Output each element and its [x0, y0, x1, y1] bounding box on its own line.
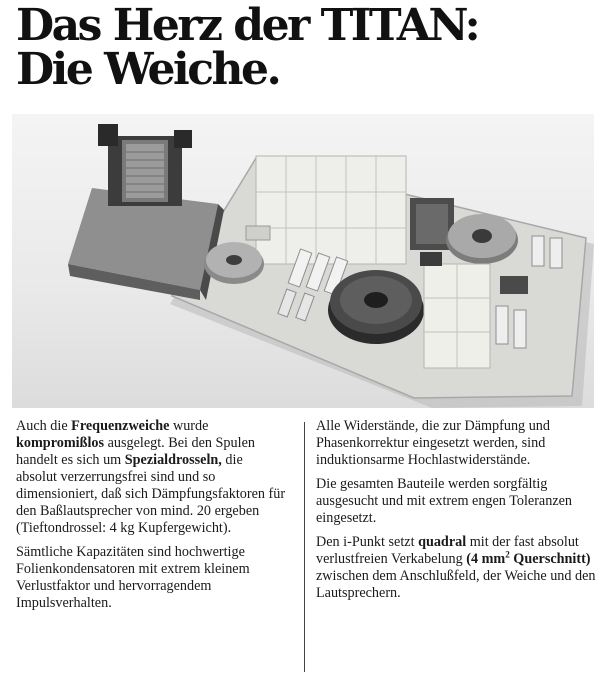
crossover-photo — [12, 114, 594, 408]
transformer-shape — [68, 124, 224, 300]
left-column — [16, 418, 286, 619]
capacitor-block-lower — [424, 264, 490, 368]
right-paragraph-1: Alle Widerstände, die zur Dämpfung und Phasenkorrektur eingesetzt werden, sind induktionsarme Hochlastwiderstände. — [316, 418, 550, 468]
text-columns — [16, 418, 594, 676]
right-paragraph-2: Die gesamten Bauteile werden sorgfältig ausgesucht und mit extrem engen Toleranzen eingesetzt. — [316, 476, 573, 526]
capacitor-block — [256, 156, 406, 264]
headline — [16, 0, 596, 95]
left-paragraph-1: Auch die Frequenzweiche wurde kompromißlos ausgelegt. Bei den Spulen handelt es sich um Spezialdrosseln, die absolut verzerrungsfrei sind und so dimensioniert, daß sich Dämpfungsfaktoren für den Baßlautsprecher von mind. 20 ergeben (Tieftondrossel: 4 kg Kupfergewicht). — [16, 418, 286, 536]
bass-coil — [328, 270, 424, 344]
right-paragraph-3: Den i-Punkt setzt quadral mit der fast absolut verlustfreien Verkabelung (4 $mm^2$ Querschnitt) zwischen dem Anschlußfeld, der Weiche und den Lautsprechern. — [316, 534, 596, 601]
left-paragraph-2: Sämtliche Kapazitäten sind hochwertige Folienkondensatoren mit extrem kleinem Verlustfaktor und hervorragendem Impulsverhalten. — [16, 544, 250, 611]
ring-coil-upper — [446, 214, 518, 264]
headline-line-2: Die Weiche. — [16, 44, 280, 95]
crossover-illustration — [12, 114, 594, 408]
column-divider — [304, 422, 305, 672]
ring-coil-left — [204, 242, 264, 284]
headline-line-1: Das Herz der TITAN: — [16, 0, 479, 51]
right-column — [316, 418, 596, 609]
